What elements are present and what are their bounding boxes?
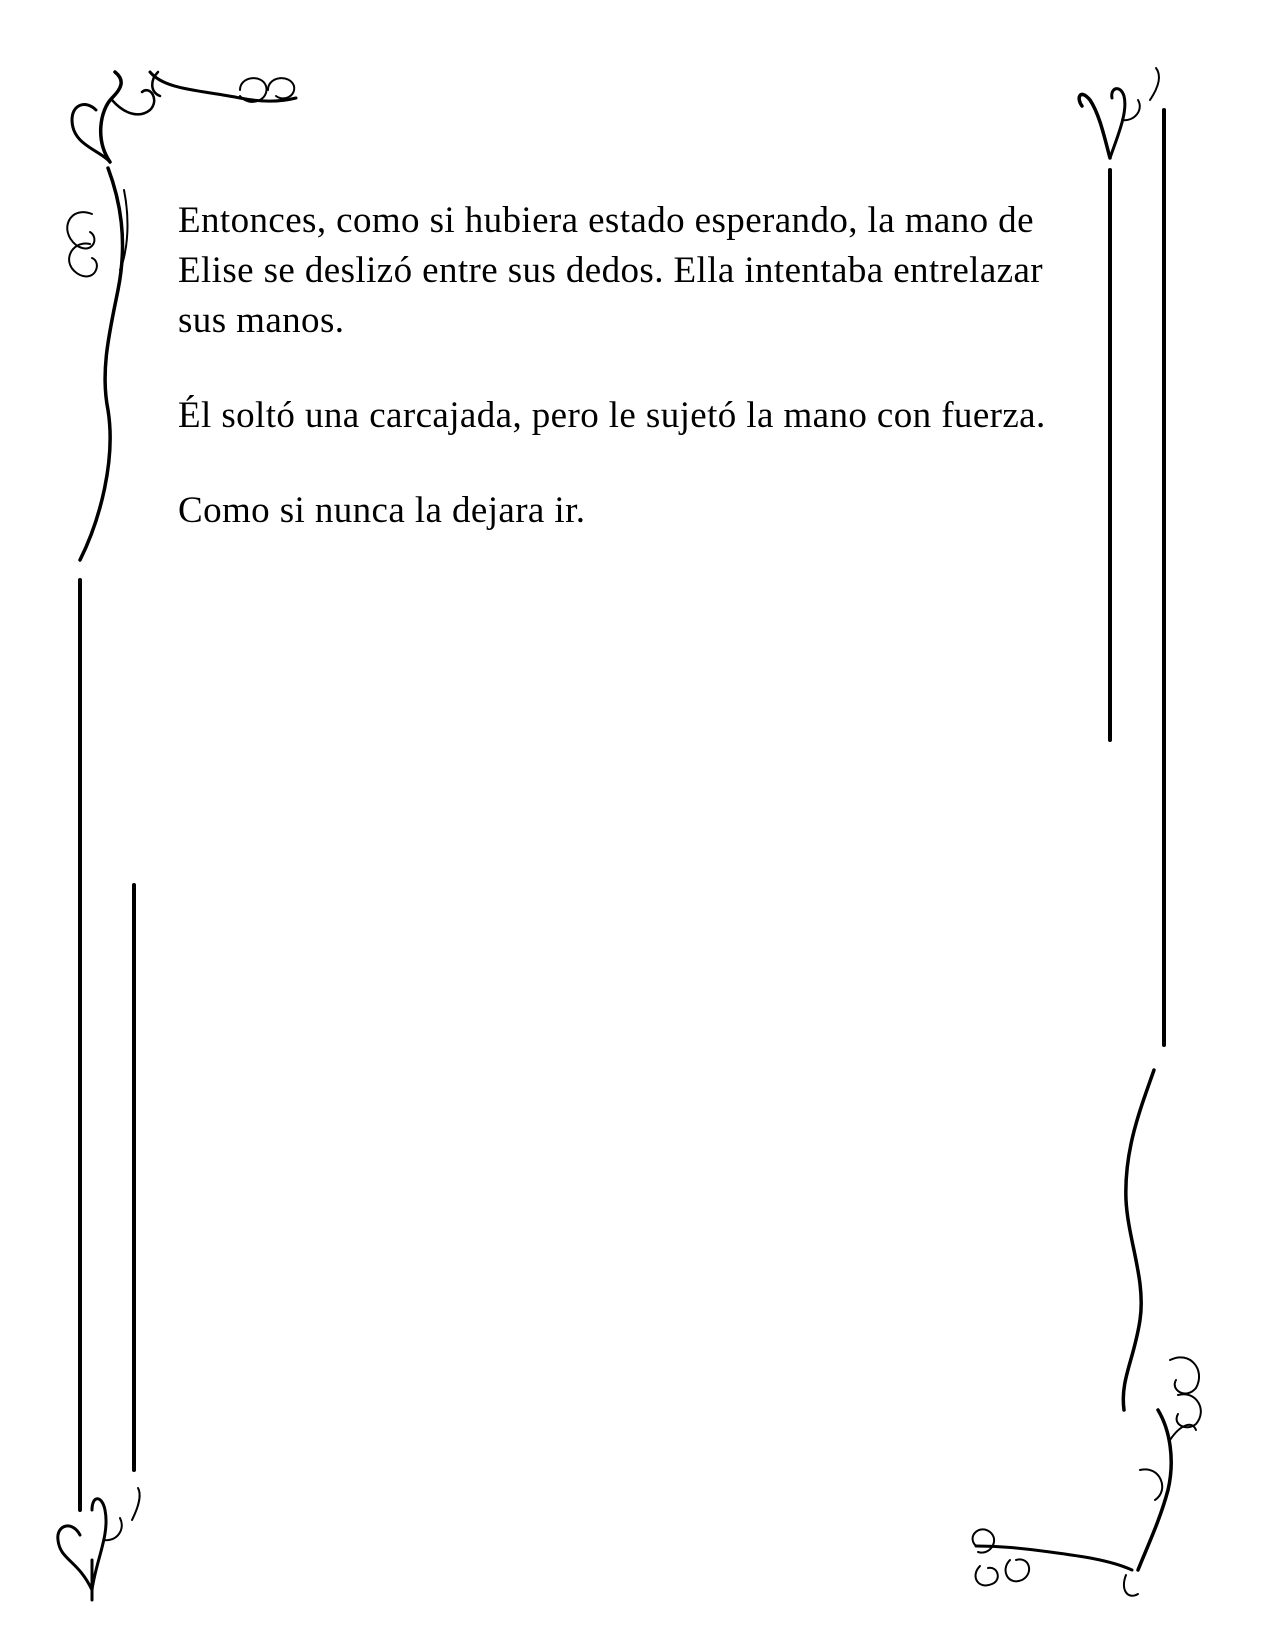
- paragraph-2: Él soltó una carcajada, pero le sujetó la mano con fuerza.: [178, 395, 1046, 436]
- bottom-right-flourish: [973, 1070, 1201, 1596]
- body-text: [178, 196, 1098, 581]
- paragraph-3: Como si nunca la dejara ir.: [178, 490, 586, 531]
- bottom-left-flourish: [58, 1488, 140, 1600]
- paragraph-1: Entonces, como si hubiera estado esperando, la mano de Elise se deslizó entre sus dedos. Ella intentaba entrelazar sus manos.: [178, 200, 1044, 341]
